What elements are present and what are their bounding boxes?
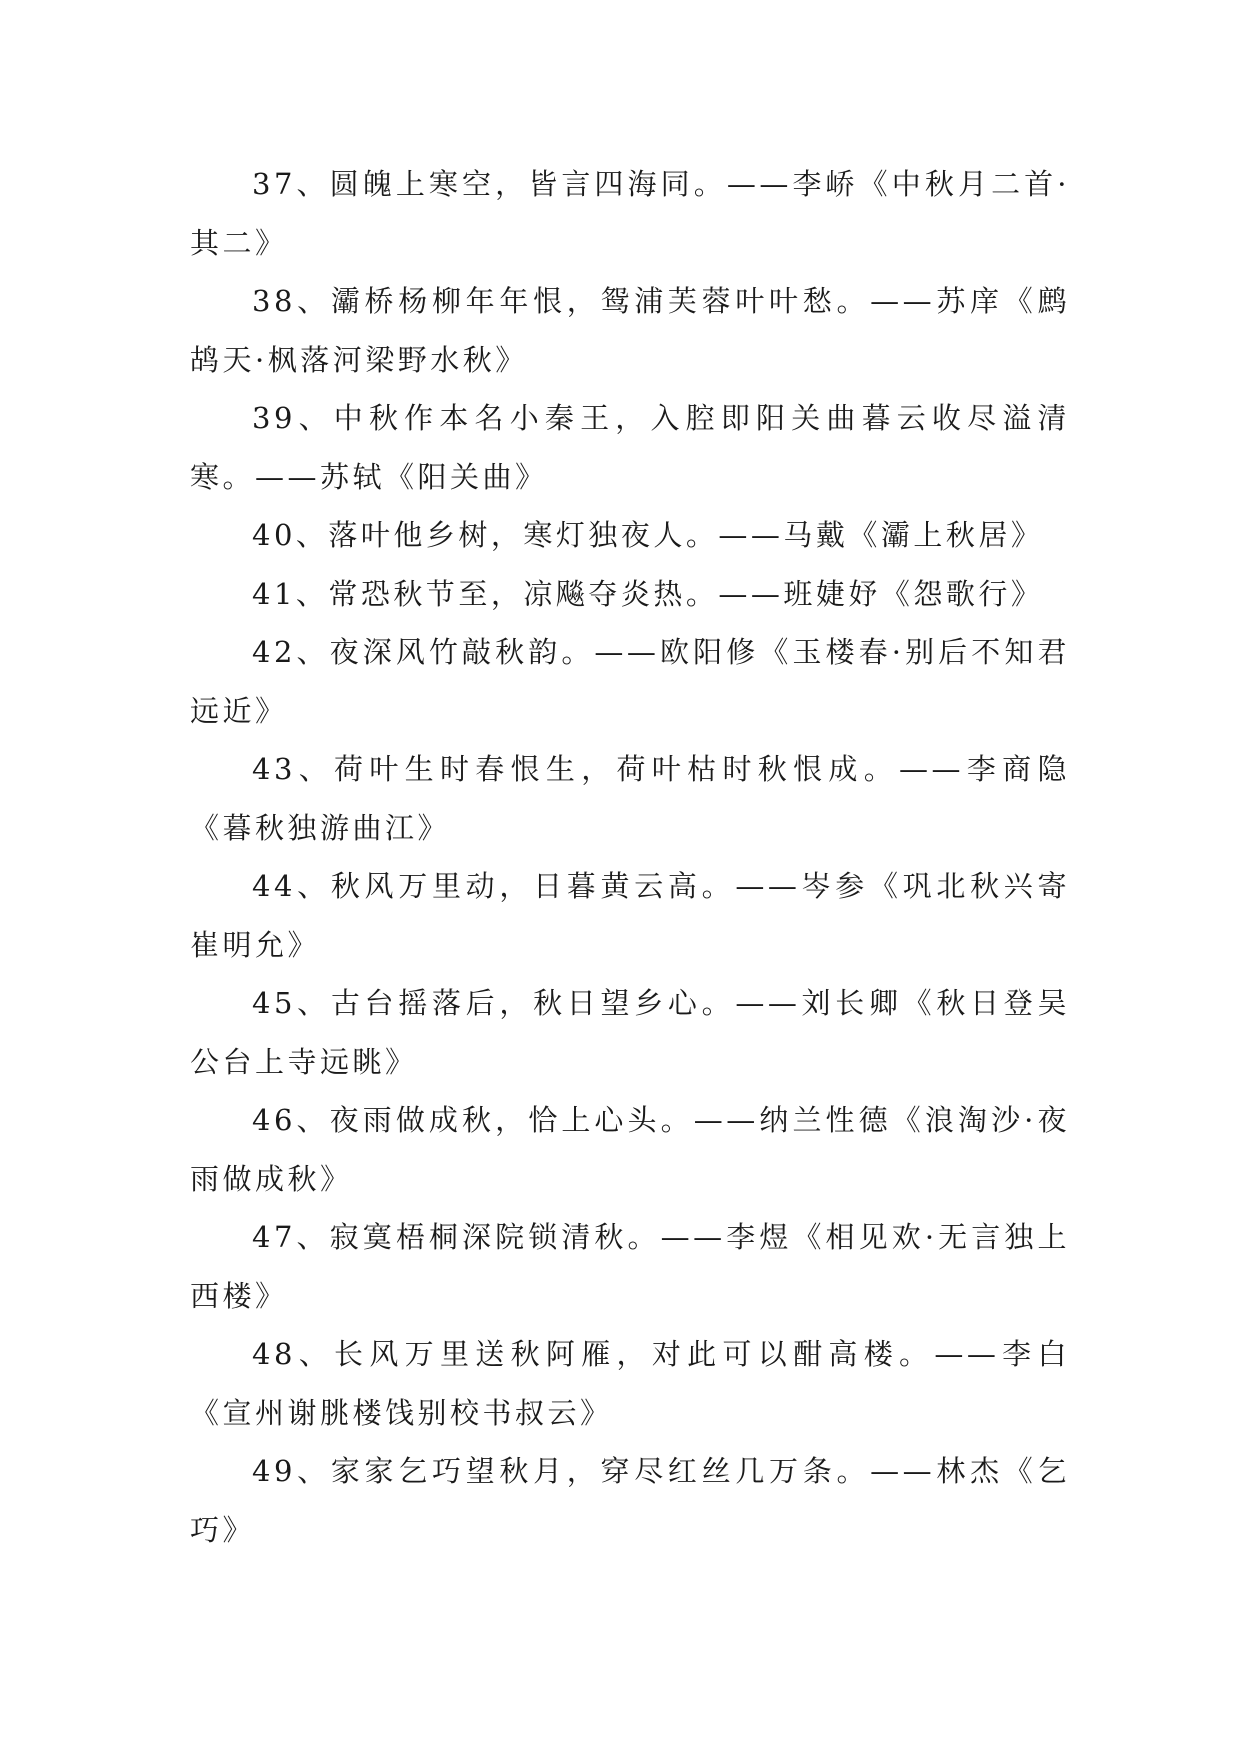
poem-entry-39: 39、中秋作本名小秦王，入腔即阳关曲暮云收尽溢清寒。——苏轼《阳关曲》 — [190, 401, 1070, 494]
poem-entry-42: 42、夜深风竹敲秋韵。——欧阳修《玉楼春·别后不知君远近》 — [190, 635, 1070, 728]
poem-entry-44: 44、秋风万里动，日暮黄云高。——岑参《巩北秋兴寄崔明允》 — [190, 869, 1070, 962]
poem-entry-45: 45、古台摇落后，秋日望乡心。——刘长卿《秋日登吴公台上寺远眺》 — [190, 986, 1070, 1079]
poem-entry-41: 41、常恐秋节至，凉飚夺炎热。——班婕妤《怨歌行》 — [252, 576, 1044, 611]
poem-entry-37: 37、圆魄上寒空，皆言四海同。——李峤《中秋月二首·其二》 — [190, 167, 1070, 260]
poem-entry-47: 47、寂寞梧桐深院锁清秋。——李煜《相见欢·无言独上西楼》 — [190, 1220, 1070, 1313]
poem-entry-40: 40、落叶他乡树，寒灯独夜人。——马戴《灞上秋居》 — [252, 518, 1044, 552]
poem-entry-49: 49、家家乞巧望秋月，穿尽红丝几万条。——林杰《乞巧》 — [190, 1454, 1070, 1547]
poem-entry-48: 48、长风万里送秋阿雁，对此可以酣高楼。——李白《宣州谢朓楼饯别校书叔云》 — [190, 1337, 1070, 1430]
poem-entry-46: 46、夜雨做成秋，恰上心头。——纳兰性德《浪淘沙·夜雨做成秋》 — [190, 1103, 1070, 1196]
poem-entry-38: 38、灞桥杨柳年年恨，鸳浦芙蓉叶叶愁。——苏庠《鹧鸪天·枫落河梁野水秋》 — [190, 284, 1070, 377]
document-body — [190, 155, 1070, 1559]
poem-entry-43: 43、荷叶生时春恨生，荷叶枯时秋恨成。——李商隐《暮秋独游曲江》 — [190, 752, 1070, 845]
